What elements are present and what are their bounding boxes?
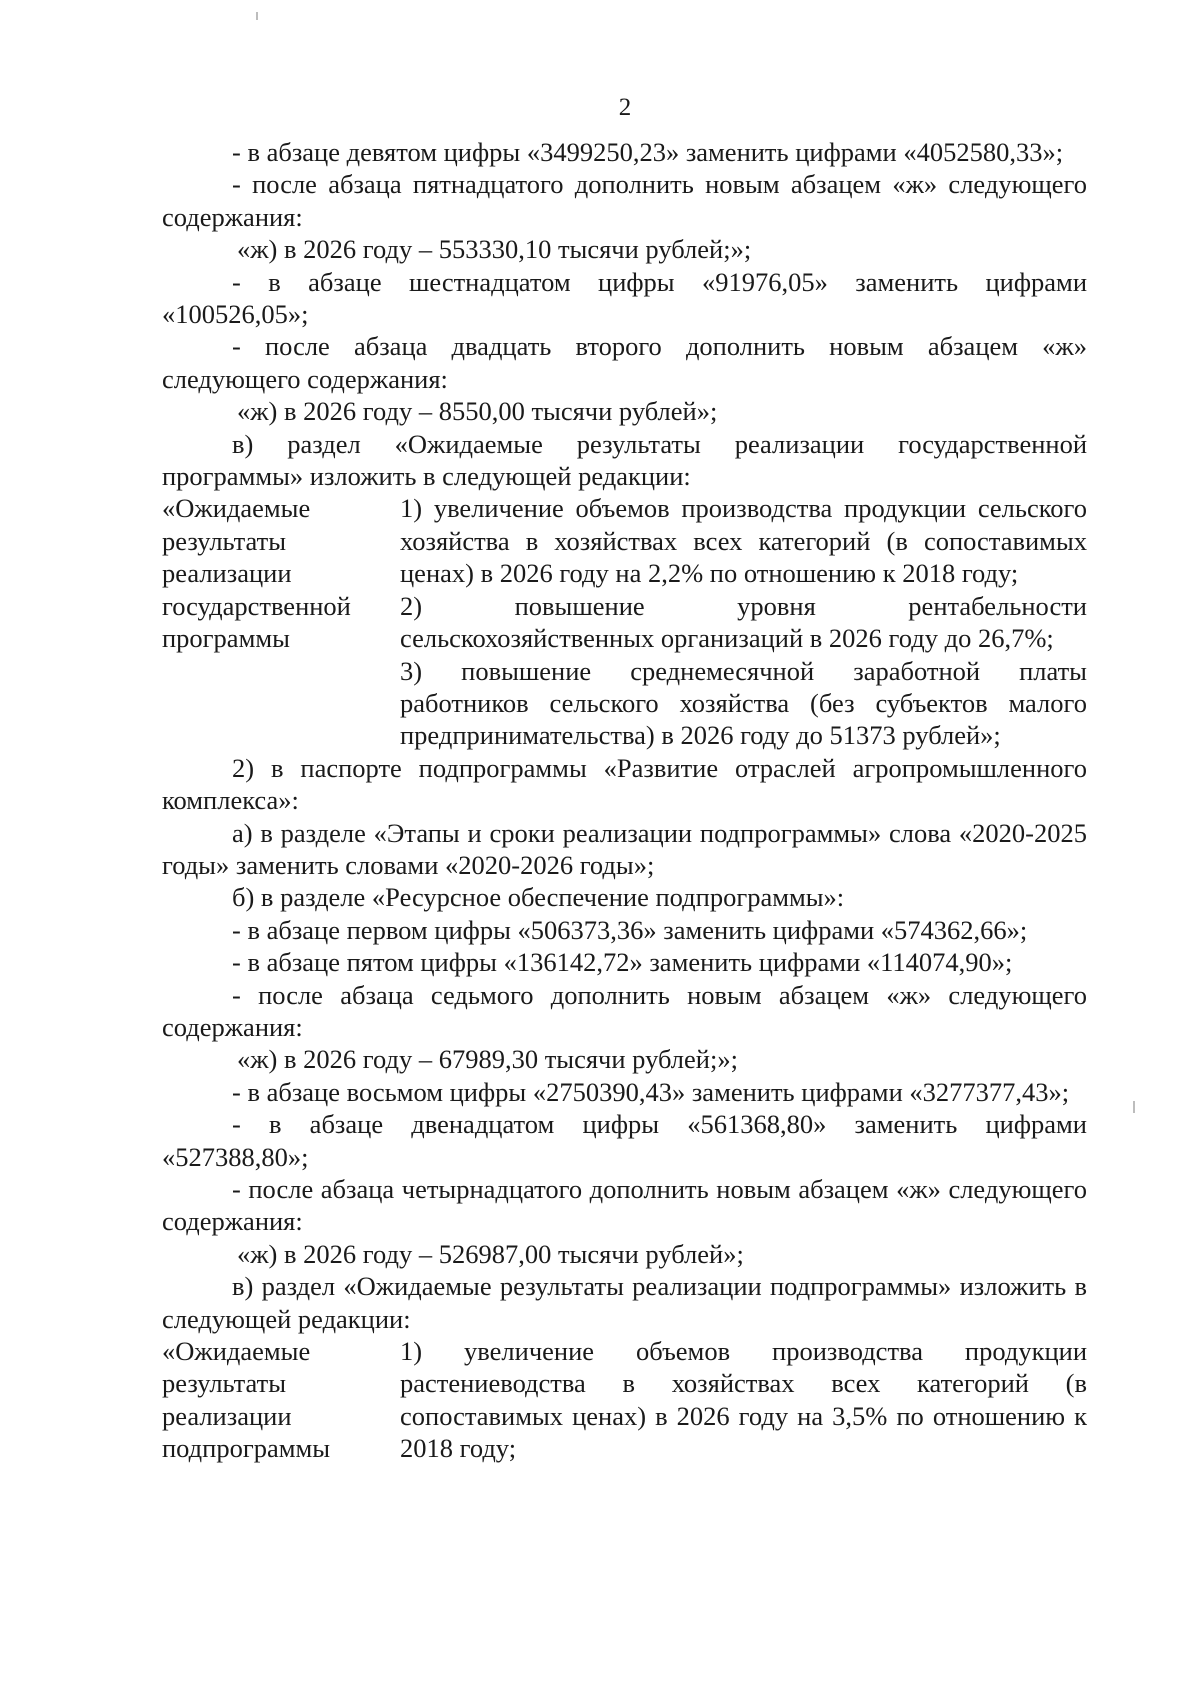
block-item: 1) увеличение объемов производства продукции растениеводства в хозяйствах всех категорий (в сопоставимых ценах) в 2026 году на 3,5% по отношению к 2018 году; xyxy=(400,1336,1087,1464)
paragraph: - после абзаца пятнадцатого дополнить новым абзацем «ж» следующего содержания: xyxy=(162,169,1087,232)
paragraph: «ж) в 2026 году – 8550,00 тысячи рублей»; xyxy=(237,396,718,427)
block-item: 1) увеличение объемов производства продукции сельского хозяйства в хозяйствах всех категорий (в сопоставимых ценах) в 2026 году на 2,2% по отношению к 2018 году; xyxy=(400,493,1087,589)
paragraph: а) в разделе «Этапы и сроки реализации подпрограммы» слова «2020-2025 годы» заменить словами «2020-2026 годы»; xyxy=(162,817,1087,880)
document-body xyxy=(162,136,1087,1465)
block-items xyxy=(400,492,1087,751)
paragraph: «ж) в 2026 году – 553330,10 тысячи рублей;»; xyxy=(237,234,752,265)
paragraph: в) раздел «Ожидаемые результаты реализации подпрограммы» изложить в следующей редакции: xyxy=(162,1271,1087,1334)
paragraph: - в абзаце первом цифры «506373,36» заменить цифрами «574362,66»; xyxy=(232,914,1028,945)
paragraph: - в абзаце шестнадцатом цифры «91976,05» заменить цифрами «100526,05»; xyxy=(162,266,1087,330)
block-item: 2) повышение уровня рентабельности сельскохозяйственных организаций в 2026 году до 26,7%; xyxy=(400,590,1087,654)
paragraph: - в абзаце восьмом цифры «2750390,43» заменить цифрами «3277377,43»; xyxy=(232,1076,1070,1107)
scan-speck xyxy=(256,12,258,20)
expected-results-block-subprogram xyxy=(162,1335,1087,1465)
block-item: 3) повышение среднемесячной заработной платы работников сельского хозяйства (без субъектов малого предпринимательства) в 2026 году до 51373 рублей»; xyxy=(400,655,1087,751)
paragraph: - в абзаце пятом цифры «136142,72» заменить цифрами «114074,90»; xyxy=(232,947,1013,978)
paragraph: - в абзаце двенадцатом цифры «561368,80» заменить цифрами «527388,80»; xyxy=(162,1109,1087,1172)
expected-results-block-program xyxy=(162,492,1087,751)
block-label: «Ожидаемые результаты реализации государственной программы xyxy=(162,493,351,654)
paragraph: «ж) в 2026 году – 67989,30 тысячи рублей;»; xyxy=(237,1044,738,1075)
paragraph: - после абзаца четырнадцатого дополнить новым абзацем «ж» следующего содержания: xyxy=(162,1174,1087,1237)
paragraph: 2) в паспорте подпрограммы «Развитие отраслей агропромышленного комплекса»: xyxy=(162,752,1087,816)
block-items xyxy=(400,1335,1087,1465)
paragraph: - после абзаца седьмого дополнить новым абзацем «ж» следующего содержания: xyxy=(162,979,1087,1042)
page-number: 2 xyxy=(618,94,632,121)
paragraph: б) в разделе «Ресурсное обеспечение подпрограммы»: xyxy=(232,882,845,913)
block-label: «Ожидаемые результаты реализации подпрограммы xyxy=(162,1336,331,1464)
paragraph: «ж) в 2026 году – 526987,00 тысячи рублей»; xyxy=(237,1238,744,1269)
paragraph: в) раздел «Ожидаемые результаты реализации государственной программы» изложить в следующей редакции: xyxy=(162,428,1087,492)
paragraph: - в абзаце девятом цифры «3499250,23» заменить цифрами «4052580,33»; xyxy=(232,137,1064,167)
scan-speck xyxy=(1133,1101,1135,1113)
paragraph: - после абзаца двадцать второго дополнить новым абзацем «ж» следующего содержания: xyxy=(162,331,1087,394)
